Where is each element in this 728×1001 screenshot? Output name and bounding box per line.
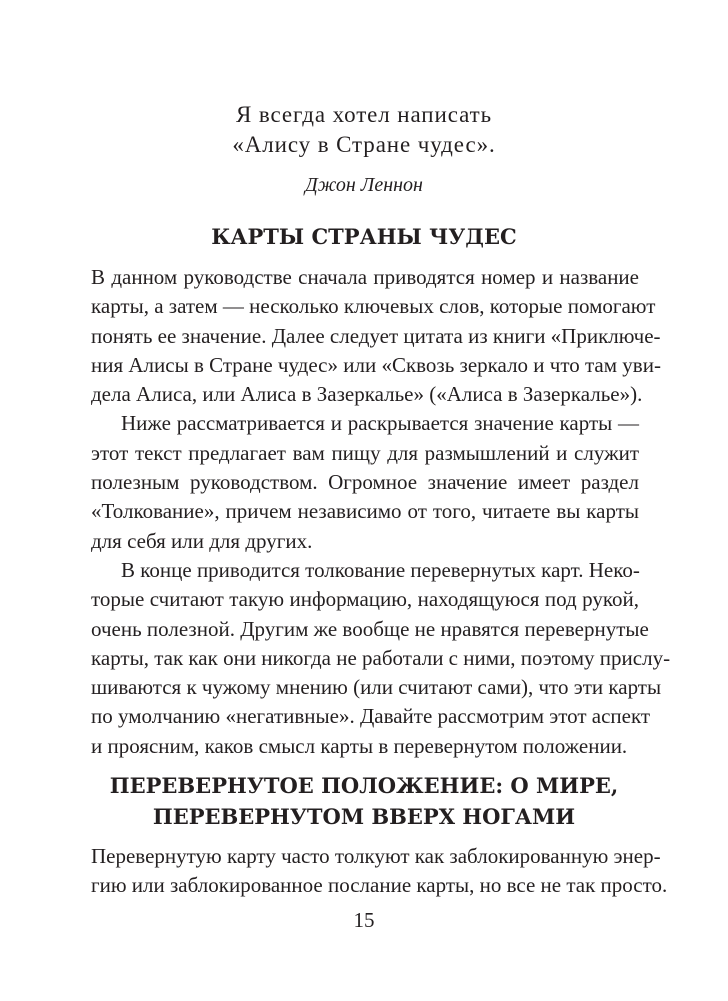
text-line: дела Алиса, или Алиса в Зазеркалье» («Алиса в Зазеркалье»). [91,382,643,407]
text-line: шиваются к чужому мнению (или считают сами), что эти карты [91,675,662,700]
page-number: 15 [353,908,375,932]
text-line: Перевернутую карту часто толкуют как заблокированную энер- [91,844,661,868]
text-line: карты, так как они никогда не работали с ними, поэтому прислу- [91,645,671,670]
text-line: и проясним, каков смысл карты в перевернутом положении. [91,733,628,758]
section-heading [0,770,728,832]
section-heading-line: ПЕРЕВЕРНУТОЕ ПОЛОЖЕНИЕ: О МИРЕ, [109,773,619,798]
section-heading-line: ПЕРЕВЕРНУТОМ ВВЕРХ НОГАМИ [152,804,576,829]
section-body [91,842,668,901]
epigraph-author: Джон Леннон [305,174,423,196]
paragraph [91,842,668,901]
paragraph [91,409,639,555]
text-line: ния Алисы в Стране чудес» или «Сквозь зеркало и что там уви- [91,352,661,377]
section-heading [0,221,728,252]
section-heading-line: КАРТЫ СТРАНЫ ЧУДЕС [211,224,517,249]
text-line: для себя или для других. [91,528,313,553]
text-line: Ниже рассматривается и раскрывается значение карты — [121,411,639,436]
text-line: этот текст предлагает вам пищу для размышлений и служит [91,440,639,465]
paragraph [91,556,671,761]
epigraph [0,100,728,198]
epigraph-line: «Алису в Стране чудес». [232,132,496,157]
text-line: торые считают такую информацию, находящуюся под рукой, [91,587,639,612]
section-body [91,263,671,761]
paragraph [91,263,661,409]
epigraph-line: Я всегда хотел написать [236,102,492,127]
text-line: В конце приводится толкование перевернутых карт. Неко- [121,557,640,582]
text-line: по умолчанию «негативные». Давайте рассмотрим этот аспект [91,704,651,729]
text-line: очень полезной. Другим же вообще не нравятся перевернутые [91,616,649,641]
text-line: понять ее значение. Далее следует цитата из книги «Приключе- [91,323,661,348]
text-line: В данном руководстве сначала приводятся номер и название [91,265,639,289]
text-line: полезным руководством. Огромное значение имеет раздел [91,470,639,495]
text-line: карты, а затем — несколько ключевых слов, которые помогают [91,294,656,319]
text-line: «Толкование», причем независимо от того, читаете вы карты [91,499,639,524]
text-line: гию или заблокированное послание карты, но все не так просто. [91,873,668,898]
